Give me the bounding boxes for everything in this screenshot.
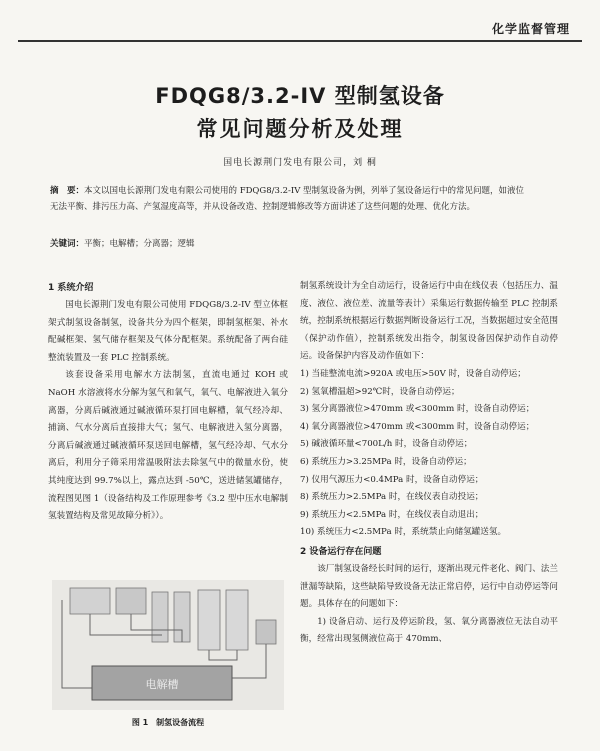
section-2-paragraph: 该厂制氢设备经长时间的运行，逐渐出现元件老化、阀门、法兰泄漏等缺陷，这些缺陷导致设备无法正常启停，运行中自动停运等问题。具体存在的问题如下： bbox=[300, 563, 558, 610]
protection-item: 5) 碱液循环量<700L/h 时，设备自动停运； bbox=[300, 439, 473, 450]
abstract bbox=[50, 183, 530, 215]
h2-separator bbox=[70, 588, 110, 614]
pump bbox=[256, 620, 276, 644]
protection-item: 7) 仪用气源压力<0.4MPa 时，设备自动停运； bbox=[300, 474, 484, 485]
electrolyzer-label: 电解槽 bbox=[145, 678, 179, 691]
flow-diagram bbox=[52, 580, 284, 710]
journal-name: 化学监督管理 bbox=[491, 22, 570, 36]
section-2-paragraph: 1) 设备启动、运行及停运阶段，氢、氧分离器液位无法自动平衡，经常出现氢侧液位高于 470mm、 bbox=[300, 616, 558, 645]
dryer bbox=[198, 590, 220, 650]
abstract-label: 摘 要： bbox=[50, 186, 85, 196]
protection-item: 1) 当硅整流电流>920A 或电压>50V 时，设备自动停运； bbox=[300, 368, 526, 379]
figure-1 bbox=[52, 580, 284, 710]
protection-item: 2) 氢氧槽温超>92℃时，设备自动停运； bbox=[300, 386, 460, 397]
section-1-paragraph: 该套设备采用电解水方法制氢，直流电通过 KOH 或 NaOH 水溶液将水分解为氢气和氧气，氧气、电解液进入氧分离器，分离后碱液通过碱液循环泵打回电解槽，氧气经冷却、捕滴、气水分离后直接排大气；氢气、电解液进入氢分离器，分离后碱液通过碱液循环泵送回电解槽，氢气经冷却、气水分离后，利用分子筛采用常温吸附法去除氢气中的微量水份，使其纯度达到 99.7%以上，露点达到 -50℃，送进储氢罐储存，流程图见图 1（设备结构及工作原理参考《3.2 型中压水电解制氢装置结构及常见故障分析》）。 bbox=[48, 370, 288, 522]
keywords-label: 关键词： bbox=[50, 239, 85, 249]
h2-cooler bbox=[116, 588, 146, 614]
title-line-2: 常见问题分析及处理 bbox=[196, 117, 404, 141]
keywords bbox=[50, 237, 530, 249]
left-column bbox=[48, 280, 288, 526]
protection-item: 6) 系统压力>3.25MPa 时，设备自动停运； bbox=[300, 456, 472, 467]
section-2-title: 2 设备运行存在问题 bbox=[300, 546, 382, 557]
section-1-title: 1 系统介绍 bbox=[48, 283, 94, 293]
abstract-text: 本文以国电长源荆门发电有限公司使用的 FDQG8/3.2-IV 型制氢设备为例，列举了氢设备运行中的常见问题，如液位无法平衡、排污压力高、产氢湿度高等，并从设备改造、控制逻辑修改等方面讲述了这些问题的处理、优化方法。 bbox=[50, 186, 525, 212]
section-1-paragraph: 国电长源荆门发电有限公司使用 FDQG8/3.2-IV 型立体框架式制氢设备制氢，设备共分为四个框架，即制氢框架、补水配碱框架、氢气储存框架及气体分配框架。系统配备了两台硅整流装置及一套 PLC 控制系统。 bbox=[48, 300, 288, 363]
protection-item: 10) 系统压力<2.5MPa 时，系统禁止向储氢罐送氢。 bbox=[300, 527, 507, 538]
protection-item: 8) 系统压力>2.5MPa 时，在线仪表自动投运； bbox=[300, 492, 484, 503]
protection-item: 4) 氧分离器液位>470mm 或<300mm 时，设备自动停运； bbox=[300, 421, 535, 432]
figure-caption: 图 1 制氢设备流程 bbox=[131, 718, 205, 727]
keywords-text: 平衡；电解槽；分离器；逻辑 bbox=[84, 239, 195, 249]
right-column bbox=[300, 278, 558, 649]
right-intro: 制氢系统设计为全自动运行，设备运行中由在线仪表（包括压力、温度、液位、液位差、流量等表计）采集运行数据传输至 PLC 控制系统，控制系统根据运行数据判断设备运行工况，当数据超过安全范围（保护动作值），控制系统发出指令，制氢设备因保护动作自动停运。设备保护内容及动作值如下： bbox=[300, 281, 558, 362]
header-rule bbox=[18, 40, 582, 42]
protection-item: 9) 系统压力<2.5MPa 时，在线仪表自动退出； bbox=[300, 509, 484, 520]
storage-tank bbox=[226, 590, 248, 650]
authors: 国电长源荆门发电有限公司，刘 桐 bbox=[223, 158, 377, 168]
title-line-1: FDQG8/3.2-IV 型制氢设备 bbox=[155, 84, 445, 108]
protection-item: 3) 氢分离器液位>470mm 或<300mm 时，设备自动停运； bbox=[300, 404, 535, 415]
